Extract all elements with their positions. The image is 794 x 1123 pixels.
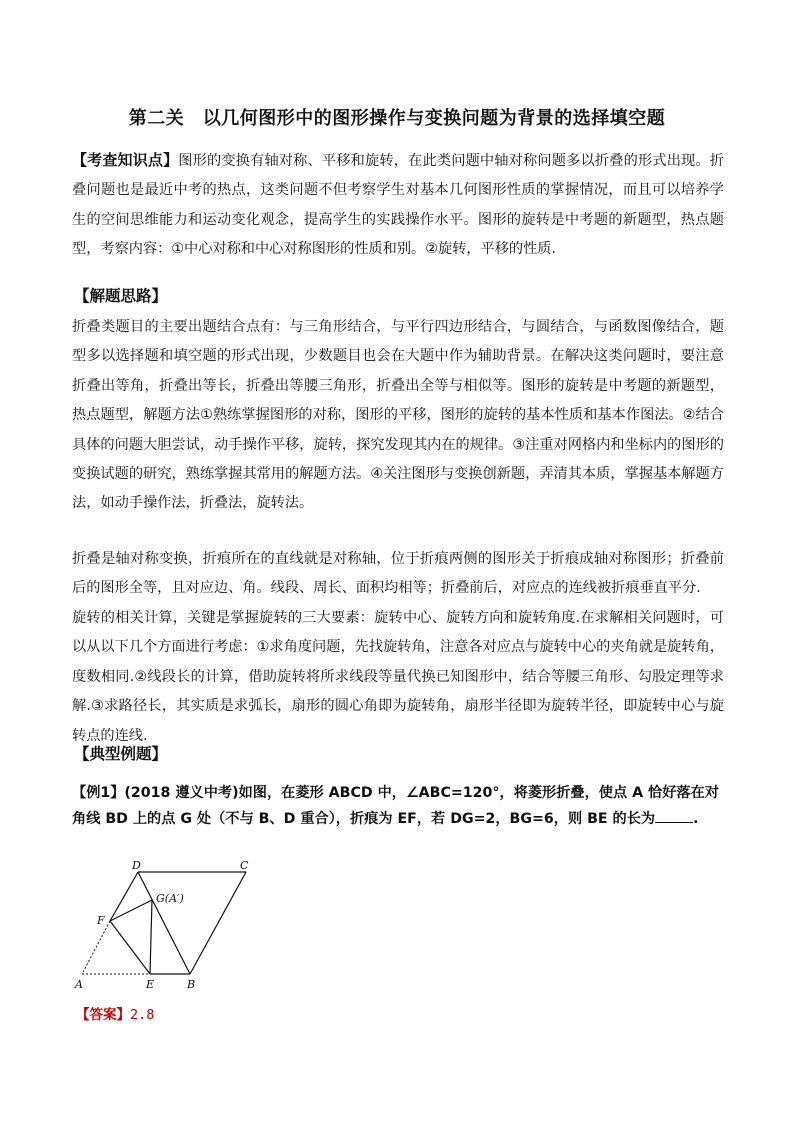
page-title: 第二关 以几何图形中的图形操作与变换问题为背景的选择填空题 [128, 108, 666, 129]
examples-heading: 【典型例题】 [74, 745, 168, 763]
knowledge-text: 图形的变换有轴对称、平移和旋转，在此类问题中轴对称问题多以折叠的形式出现。折叠问题也是最近中考的热点，这类问题不但考察学生对基本几何图形性质的掌握情况，而且可以培养学生的空间思维能力和运动变化观念，提高学生的实践操作水平。图形的旋转是中考题的新题型，热点题型，考察内容：①中心对称和中心对称图形的性质和别。②旋转，平移的性质. [72, 153, 724, 258]
label-d: D [132, 860, 141, 872]
fold-line-fe [110, 921, 150, 974]
example-1-text: 【例1】(2018 遵义中考)如图，在菱形 ABCD 中，∠ABC=120°，将菱形折叠，使点 A 恰好落在对角线 BD 上的点 G 处（不与 B、D 重合），折痕为 EF，若 DG=2，BG=6，则 BE 的长为 [72, 785, 719, 827]
approach-heading: 【解题思路】 [74, 287, 168, 305]
knowledge-heading: 【考查知识点】 [72, 151, 179, 169]
approach-paragraph-2: 折叠是轴对称变换，折痕所在的直线就是对称轴，位于折痕两侧的图形关于折痕成轴对称图形；折叠前后的图形全等，且对应边、角。线段、周长、面积均相等；折叠前后，对应点的连线被折痕垂直平分. [72, 551, 724, 597]
rhombus-figure [70, 860, 270, 1000]
approach-paragraph-3: 旋转的相关计算，关键是掌握旋转的三大要素：旋转中心、旋转方向和旋转角度.在求解相关问题时，可以从以下几个方面进行考虑：①求角度问题，先找旋转角，注意各对应点与旋转中心的夹角就是旋转角，度数相同.②线段长的计算，借助旋转将所求线段等量代换已知图形中，结合等腰三角形、勾股定理等求解.③求路径长，其实质是求弧长，扇形的圆心角即为旋转角，扇形半径即为旋转半径，即旋转中心与旋转点的连线. [72, 610, 724, 744]
diagonal-db [138, 872, 190, 974]
answer-tag: 【答案】 [76, 1007, 130, 1023]
label-f: F [97, 914, 105, 927]
approach-paragraph-1: 折叠类题目的主要出题结合点有：与三角形结合，与平行四边形结合，与圆结合，与函数图像结合，题型多以选择题和填空题的形式出现，少数题目也会在大题中作为辅助背景。在解决这类问题时，要注意折叠出等角，折叠出等长，折叠出等腰三角形，折叠出全等与相似等。图形的旋转是中考题的新题型，热点题型，解题方法①熟练掌握图形的对称，图形的平移，图形的旋转的基本性质和基本作图法。②结合具体的问题大胆尝试，动手操作平移，旋转，探究发现其内在的规律。③注重对网格内和坐标内的图形的变换试题的研究，熟练掌握其常用的解题方法。④关注图形与变换创新题，弄清其本质，掌握基本解题方法，如动手操作法，折叠法，旋转法。 [72, 319, 724, 512]
example-1-question [72, 780, 724, 832]
knowledge-section [72, 146, 724, 265]
answer-blank [655, 808, 693, 823]
side-fa-dashed [82, 921, 110, 974]
label-e: E [146, 978, 155, 991]
label-c: C [240, 860, 249, 872]
example-1-answer [76, 1003, 154, 1023]
label-b: B [187, 978, 196, 991]
label-g: G(A′) [156, 892, 184, 905]
answer-value: 2.8 [130, 1007, 155, 1023]
example-1-end: . [693, 811, 699, 827]
side-cb [190, 872, 246, 974]
segment-ge [150, 900, 152, 974]
label-a: A [75, 978, 83, 991]
